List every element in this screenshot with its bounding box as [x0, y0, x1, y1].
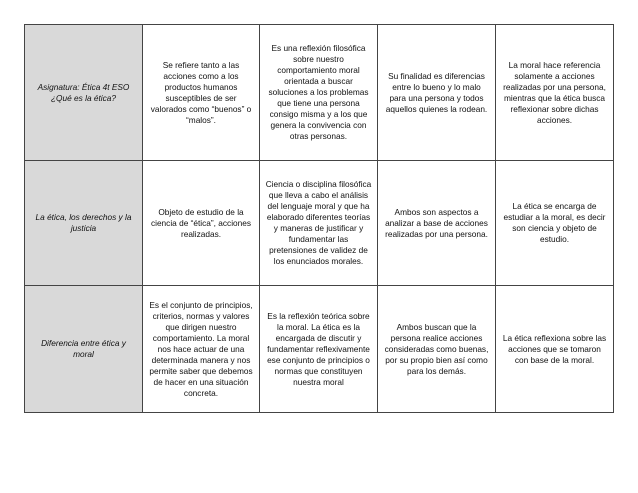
row-header: Asignatura: Ética 4t ESO ¿Qué es la ética? [25, 25, 143, 161]
table-cell: Ambos buscan que la persona realice acciones consideradas como buenas, por su propio bien así como para los demás. [378, 286, 496, 413]
table-row [25, 25, 614, 161]
table-cell: Es la reflexión teórica sobre la moral. La ética es la encargada de discutir y fundamentar reflexivamente ese conjunto de principios o normas que constituyen nuestra moral [260, 286, 378, 413]
table-cell: Ambos son aspectos a analizar a base de acciones realizadas por una persona. [378, 161, 496, 286]
table-row [25, 161, 614, 286]
row-header: Diferencia entre ética y moral [25, 286, 143, 413]
table-cell: Ciencia o disciplina filosófica que lleva a cabo el análisis del lenguaje moral y que ha elaborado diferentes teorías y maneras de justificar y fundamentar las pretensiones de validez de los enunciados morales. [260, 161, 378, 286]
row-header: La ética, los derechos y la justicia [25, 161, 143, 286]
table-cell: La ética se encarga de estudiar a la moral, es decir son ciencia y objeto de estudio. [496, 161, 614, 286]
table-cell: Se refiere tanto a las acciones como a los productos humanos susceptibles de ser valorados como “buenos” o “malos”. [143, 25, 260, 161]
table-cell: Es una reflexión filosófica sobre nuestro comportamiento moral orientada a buscar soluciones a los problemas que tiene una persona consigo misma y a los que genera la convivencia con otras personas. [260, 25, 378, 161]
table-cell: Es el conjunto de principios, criterios, normas y valores que dirigen nuestro comportamiento. La moral nos hace actuar de una determinada manera y nos permite saber que debemos de hacer en una situación concreta. [143, 286, 260, 413]
table-row [25, 286, 614, 413]
table-cell: La ética reflexiona sobre las acciones que se tomaron con base de la moral. [496, 286, 614, 413]
table-cell: La moral hace referencia solamente a acciones realizadas por una persona, mientras que la ética busca reflexionar sobre dichas acciones. [496, 25, 614, 161]
table-cell: Su finalidad es diferencias entre lo bueno y lo malo para una persona y todos aquellos quienes la rodean. [378, 25, 496, 161]
comparison-table [24, 24, 614, 413]
table-cell: Objeto de estudio de la ciencia de “ética”, acciones realizadas. [143, 161, 260, 286]
